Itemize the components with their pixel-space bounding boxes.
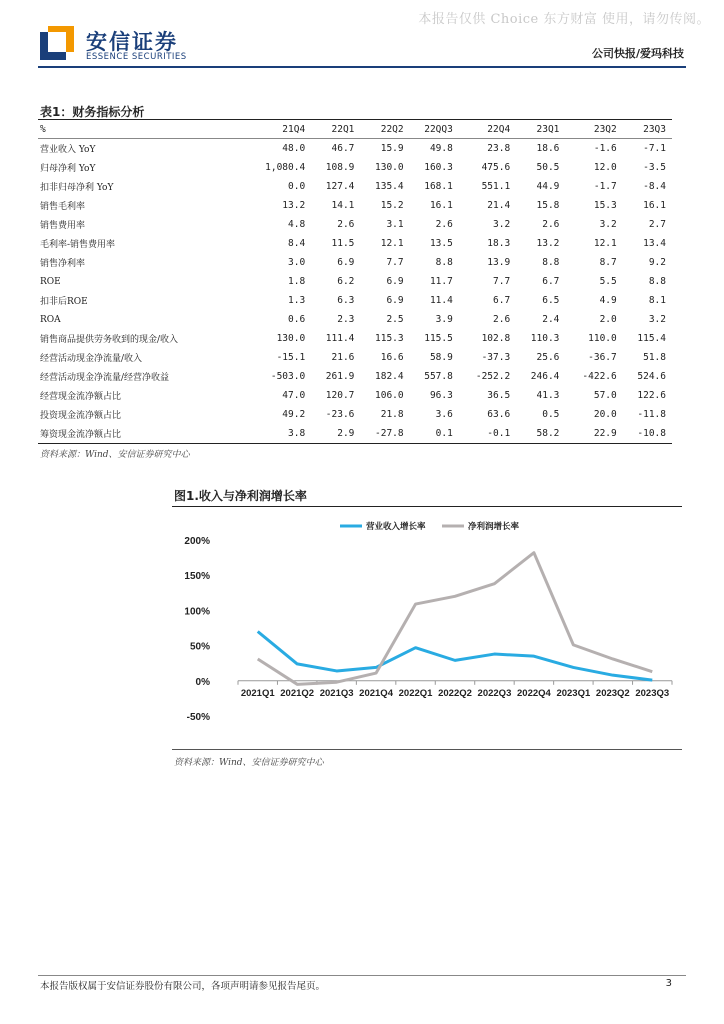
table-cell: 8.7 xyxy=(599,257,617,268)
table-cell: 22.9 xyxy=(565,424,622,444)
table-cell: 0.0 xyxy=(288,181,306,192)
table-cell: -27.8 xyxy=(360,424,409,444)
table-cell: 110.3 xyxy=(530,333,560,344)
table-cell: 9.2 xyxy=(648,257,666,268)
table-row xyxy=(38,253,672,272)
table-cell: 3.8 xyxy=(246,424,311,444)
table-cell: 3.9 xyxy=(435,314,453,325)
table-cell: 3.2 xyxy=(599,219,617,230)
table-cell: -8.4 xyxy=(643,181,666,192)
table-row xyxy=(38,348,672,367)
table-cell: 1,080.4 xyxy=(265,162,306,173)
revenue-growth-line xyxy=(258,632,653,681)
footer-divider xyxy=(38,975,686,976)
x-tick-label: 2021Q3 xyxy=(319,687,354,699)
table-title: 表1：财务指标分析 xyxy=(40,105,145,119)
table-cell: 106.0 xyxy=(375,390,404,401)
row-label: ROE xyxy=(40,276,61,287)
y-tick-label: 0% xyxy=(195,676,210,688)
row-label: 销售费用率 xyxy=(40,221,86,231)
growth-line-chart xyxy=(172,508,682,748)
table-cell: 3.2 xyxy=(493,219,511,230)
table-cell: 115.4 xyxy=(637,333,666,344)
table-cell: 2.6 xyxy=(337,219,355,230)
table-cell: 135.4 xyxy=(375,181,404,192)
table-cell: 41.3 xyxy=(536,390,560,401)
chart-source: 资料来源：Wind、安信证券研究中心 xyxy=(174,758,324,768)
table-cell: 5.5 xyxy=(599,276,617,287)
report-type: 公司快报/爱玛科技 xyxy=(591,47,684,60)
row-label: 经营现金流净额占比 xyxy=(40,392,122,402)
row-label: 销售商品提供劳务收到的现金/收入 xyxy=(40,335,179,345)
x-tick-label: 2021Q2 xyxy=(280,687,315,699)
table-cell: -252.2 xyxy=(475,371,511,382)
table-cell: -1.6 xyxy=(593,143,617,154)
table-cell: 261.9 xyxy=(325,371,355,382)
table-cell: 0.5 xyxy=(542,409,560,420)
x-tick-label: 2023Q2 xyxy=(595,687,630,699)
table-cell: 46.7 xyxy=(331,143,355,154)
column-header: 22Q2 xyxy=(360,120,409,139)
x-tick-label: 2022Q2 xyxy=(438,687,472,699)
row-label: 销售净利率 xyxy=(40,259,86,269)
table-cell: 551.1 xyxy=(481,181,511,192)
table-cell: 6.9 xyxy=(386,276,404,287)
column-header: 22Q4 xyxy=(459,120,516,139)
table-cell: 12.1 xyxy=(380,238,404,249)
table-cell: 49.8 xyxy=(429,143,453,154)
table-cell: 3.2 xyxy=(648,314,666,325)
table-cell: 16.6 xyxy=(380,352,404,363)
footer-disclaimer: 本报告版权属于安信证券股份有限公司，各项声明请参见报告尾页。 xyxy=(40,981,326,992)
row-label: 经营活动现金净流量/经营净收益 xyxy=(40,373,170,383)
table-cell: 15.2 xyxy=(380,200,404,211)
chart-title: 图1.收入与净利润增长率 xyxy=(174,489,307,503)
column-header: % xyxy=(38,120,246,139)
table-cell: 2.6 xyxy=(435,219,453,230)
table-cell: 6.3 xyxy=(337,295,355,306)
table-row xyxy=(38,405,672,424)
table-cell: 3.1 xyxy=(386,219,404,230)
row-label: 扣非归母净利 YoY xyxy=(40,183,114,193)
table-row xyxy=(38,386,672,405)
x-tick-label: 2022Q3 xyxy=(477,687,512,699)
table-cell: 96.3 xyxy=(429,390,453,401)
table-cell: -37.3 xyxy=(481,352,511,363)
column-header: 22QQ3 xyxy=(410,120,459,139)
net-profit-growth-line xyxy=(258,553,653,685)
table-cell: 6.9 xyxy=(337,257,355,268)
table-cell: 13.5 xyxy=(429,238,453,249)
table-cell: 6.7 xyxy=(493,295,511,306)
legend-label: 净利润增长率 xyxy=(468,522,520,532)
table-cell: 8.4 xyxy=(288,238,306,249)
y-tick-label: 200% xyxy=(184,536,210,547)
table-cell: 168.1 xyxy=(424,181,453,192)
table-cell: -15.1 xyxy=(276,352,306,363)
table-cell: 8.8 xyxy=(542,257,560,268)
table-row xyxy=(38,158,672,177)
logo-chinese-name: 安信证券 xyxy=(86,30,178,54)
table-cell: 16.1 xyxy=(429,200,453,211)
company-logo xyxy=(40,26,200,66)
header-divider xyxy=(38,66,686,68)
row-label: 毛利率-销售费用率 xyxy=(40,240,116,250)
table-row xyxy=(38,310,672,329)
table-cell: -1.7 xyxy=(593,181,617,192)
table-cell: 120.7 xyxy=(325,390,355,401)
table-cell: 44.9 xyxy=(536,181,560,192)
table-cell: 2.9 xyxy=(311,424,360,444)
table-cell: 7.7 xyxy=(386,257,404,268)
table-cell: 48.0 xyxy=(282,143,306,154)
table-cell: 2.6 xyxy=(493,314,511,325)
table-cell: 11.5 xyxy=(331,238,355,249)
table-cell: 115.3 xyxy=(375,333,404,344)
row-label: 营业收入 YoY xyxy=(40,145,96,155)
row-label: 投资现金流净额占比 xyxy=(40,411,122,421)
table-cell: 21.6 xyxy=(331,352,355,363)
table-cell: 6.7 xyxy=(542,276,560,287)
x-tick-label: 2022Q1 xyxy=(398,687,433,699)
table-cell: 13.2 xyxy=(282,200,306,211)
x-tick-label: 2021Q4 xyxy=(359,687,393,699)
x-tick-label: 2023Q1 xyxy=(556,687,591,699)
legend-label: 营业收入增长率 xyxy=(366,522,426,532)
y-tick-label: 50% xyxy=(189,641,210,653)
table-cell: 11.4 xyxy=(429,295,453,306)
table-cell: 25.6 xyxy=(536,352,560,363)
table-row xyxy=(38,329,672,348)
table-cell: 130.0 xyxy=(375,162,404,173)
table-cell: 2.3 xyxy=(337,314,355,325)
table-cell: 2.7 xyxy=(648,219,666,230)
table-cell: 8.8 xyxy=(435,257,453,268)
table-cell: 11.7 xyxy=(429,276,453,287)
table-cell: 0.1 xyxy=(410,424,459,444)
table-cell: 110.0 xyxy=(588,333,617,344)
table-cell: 58.2 xyxy=(516,424,565,444)
table-cell: 2.6 xyxy=(542,219,560,230)
table-cell: 12.0 xyxy=(593,162,617,173)
table-cell: 557.8 xyxy=(424,371,453,382)
table-cell: -11.8 xyxy=(637,409,666,420)
table-cell: -503.0 xyxy=(270,371,306,382)
table-cell: 127.4 xyxy=(325,181,355,192)
table-row xyxy=(38,234,672,253)
logo-english-name: ESSENCE SECURITIES xyxy=(86,52,187,62)
x-tick-label: 2023Q3 xyxy=(635,687,670,699)
table-row xyxy=(38,215,672,234)
table-cell: 246.4 xyxy=(530,371,560,382)
column-header: 21Q4 xyxy=(246,120,311,139)
table-cell: 36.5 xyxy=(487,390,511,401)
table-cell: 115.5 xyxy=(424,333,453,344)
table-cell: -10.8 xyxy=(623,424,672,444)
table-cell: 47.0 xyxy=(282,390,306,401)
table-cell: 18.3 xyxy=(487,238,511,249)
table-cell: 6.9 xyxy=(386,295,404,306)
row-label: 筹资现金流净额占比 xyxy=(38,424,246,444)
table-cell: 15.8 xyxy=(536,200,560,211)
table-cell: 108.9 xyxy=(325,162,355,173)
table-row xyxy=(38,196,672,215)
logo-icon xyxy=(40,26,74,60)
table-row xyxy=(38,139,672,159)
table-header-row xyxy=(38,120,672,139)
row-label: 归母净利 YoY xyxy=(40,164,96,174)
table-cell: 2.0 xyxy=(599,314,617,325)
table-cell: 8.8 xyxy=(648,276,666,287)
table-cell: 8.1 xyxy=(648,295,666,306)
table-cell: 4.9 xyxy=(599,295,617,306)
table-cell: 160.3 xyxy=(424,162,453,173)
table-cell: 21.4 xyxy=(487,200,511,211)
row-label: 扣非后ROE xyxy=(40,297,88,307)
table-cell: 475.6 xyxy=(481,162,511,173)
table-cell: 111.4 xyxy=(325,333,355,344)
table-row xyxy=(38,424,672,444)
table-cell: 0.6 xyxy=(288,314,306,325)
table-source: 资料来源：Wind、安信证券研究中心 xyxy=(40,450,190,460)
table-row xyxy=(38,177,672,196)
table-cell: 15.3 xyxy=(593,200,617,211)
column-header: 23Q1 xyxy=(516,120,565,139)
table-cell: -0.1 xyxy=(459,424,516,444)
table-cell: 1.8 xyxy=(288,276,306,287)
table-cell: 51.8 xyxy=(643,352,666,363)
financial-indicators-table xyxy=(38,120,672,444)
table-cell: 16.1 xyxy=(643,200,666,211)
table-cell: -7.1 xyxy=(643,143,666,154)
table-cell: 12.1 xyxy=(593,238,617,249)
table-cell: 2.4 xyxy=(542,314,560,325)
table-cell: 58.9 xyxy=(429,352,453,363)
table-cell: -36.7 xyxy=(588,352,617,363)
column-header: 23Q3 xyxy=(623,120,672,139)
table-cell: 63.6 xyxy=(487,409,511,420)
table-cell: 4.8 xyxy=(288,219,306,230)
table-row xyxy=(38,291,672,310)
table-cell: 102.8 xyxy=(481,333,511,344)
table-cell: 1.3 xyxy=(288,295,306,306)
table-cell: 13.9 xyxy=(487,257,511,268)
table-cell: 13.4 xyxy=(643,238,666,249)
y-tick-label: 100% xyxy=(184,606,210,618)
table-cell: 182.4 xyxy=(375,371,404,382)
table-cell: 6.2 xyxy=(337,276,355,287)
table-cell: 3.6 xyxy=(435,409,453,420)
table-cell: 7.7 xyxy=(493,276,511,287)
row-label: 经营活动现金净流量/收入 xyxy=(40,354,143,364)
table-cell: 2.5 xyxy=(386,314,404,325)
table-cell: 21.8 xyxy=(380,409,404,420)
table-cell: 50.5 xyxy=(536,162,560,173)
column-header: 23Q2 xyxy=(565,120,622,139)
table-cell: 20.0 xyxy=(593,409,617,420)
chart-title-divider xyxy=(172,506,682,507)
table-cell: 524.6 xyxy=(637,371,666,382)
table-cell: 23.8 xyxy=(487,143,511,154)
table-cell: 49.2 xyxy=(282,409,306,420)
page-number: 3 xyxy=(665,978,672,989)
column-header: 22Q1 xyxy=(311,120,360,139)
y-tick-label: -50% xyxy=(186,712,210,723)
table-cell: -422.6 xyxy=(582,371,617,382)
table-cell: 3.0 xyxy=(288,257,306,268)
chart-bottom-divider xyxy=(172,749,682,750)
table-cell: 15.9 xyxy=(380,143,404,154)
table-cell: 6.5 xyxy=(542,295,560,306)
watermark: 本报告仅供 Choice 东方财富 使用，请勿传阅。 xyxy=(418,12,710,27)
table-cell: 13.2 xyxy=(536,238,560,249)
table-row xyxy=(38,367,672,386)
table-cell: -23.6 xyxy=(325,409,355,420)
table-cell: -3.5 xyxy=(643,162,666,173)
table-cell: 18.6 xyxy=(536,143,560,154)
table-cell: 14.1 xyxy=(331,200,355,211)
table-cell: 57.0 xyxy=(593,390,617,401)
row-label: 销售毛利率 xyxy=(40,202,86,212)
y-tick-label: 150% xyxy=(184,571,210,583)
table-row xyxy=(38,272,672,291)
table-cell: 122.6 xyxy=(637,390,666,401)
x-tick-label: 2021Q1 xyxy=(240,687,275,699)
table-cell: 130.0 xyxy=(276,333,306,344)
row-label: ROA xyxy=(40,314,61,325)
x-tick-label: 2022Q4 xyxy=(517,687,551,699)
